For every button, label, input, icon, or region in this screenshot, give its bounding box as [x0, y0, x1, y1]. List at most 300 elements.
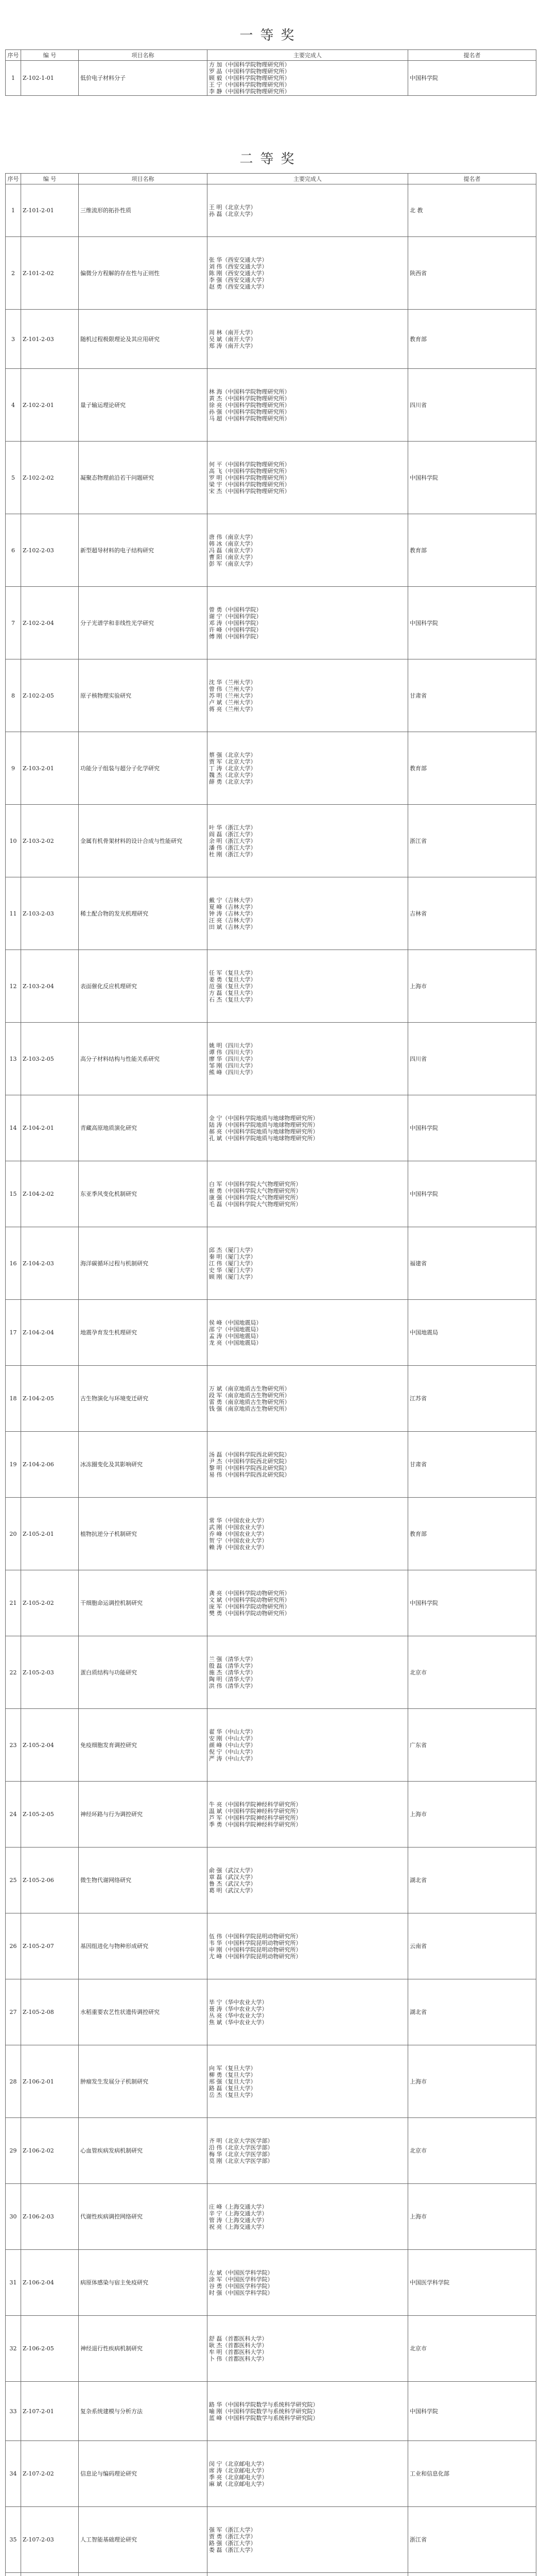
cell-number: Z-107-2-03 [21, 2507, 79, 2573]
cell-members [207, 514, 408, 587]
cell-number: Z-103-2-01 [21, 732, 79, 805]
member-entry: 申 刚（中国科学院昆明动物研究所） [209, 1946, 302, 1953]
cell-nominator: 中国科学院 [408, 587, 536, 659]
table-row [6, 1095, 536, 1161]
member-entry: 伍 伟（中国科学院昆明动物研究所） [209, 1933, 302, 1940]
cell-nominator: 北京市 [408, 1636, 536, 1709]
cell-index: 34 [6, 2441, 21, 2507]
cell-members [207, 2441, 408, 2507]
member-entry: 韩 冰（南京大学） [209, 540, 256, 547]
table-row [6, 1709, 536, 1782]
cell-index: 17 [6, 1300, 21, 1366]
member-entry: 祝 亮（上海交通大学） [209, 2223, 268, 2230]
table-row [6, 237, 536, 310]
cell-number: Z-105-2-04 [21, 1709, 79, 1782]
member-entry: 路 华（中国科学院数学与系统科学研究院） [209, 2401, 319, 2408]
cell-project-name: 信息论与编码理论研究 [79, 2441, 207, 2507]
member-entry: 林 海（中国科学院物理研究所） [209, 388, 290, 395]
cell-members [207, 1432, 408, 1498]
table-row [6, 1782, 536, 1848]
table-row [6, 61, 536, 96]
cell-members [207, 1570, 408, 1636]
cell-project-name: 高分子材料结构与性能关系研究 [79, 1023, 207, 1095]
cell-index: 15 [6, 1161, 21, 1227]
cell-index: 1 [6, 184, 21, 237]
cell-project-name: 植物抗逆分子机制研究 [79, 1498, 207, 1570]
cell-number: Z-102-2-02 [21, 442, 79, 514]
cell-project-name: 表面催化反应机理研究 [79, 950, 207, 1023]
member-entry: 卢 斌（兰州大学） [209, 699, 256, 706]
table-row [6, 1913, 536, 1979]
table-row [6, 2184, 536, 2250]
cell-project-name: 量子输运理论研究 [79, 369, 207, 442]
member-entry: 岳 杰（复旦大学） [209, 2091, 256, 2098]
member-entry: 涂 军（中国医学科学院） [209, 2276, 273, 2283]
member-entry: 蔡 强（北京大学） [209, 751, 256, 758]
member-entry: 颜 峰（中山大学） [209, 1741, 256, 1749]
cell-nominator: 中国科学院 [408, 1570, 536, 1636]
cell-nominator: 中国科学院 [408, 1161, 536, 1227]
first-prize-title: 一等奖 [239, 28, 302, 43]
member-entry: 叶 华（浙江大学） [209, 824, 256, 831]
cell-number: Z-105-2-02 [21, 1570, 79, 1636]
cell-index: 25 [6, 1848, 21, 1913]
cell-number: Z-103-2-03 [21, 877, 79, 950]
member-entry: 陶 明（清华大学） [209, 1675, 256, 1683]
member-entry: 曹 阳（南京大学） [209, 553, 256, 561]
first-prize-table [5, 49, 536, 96]
cell-project-name: 病原体感染与宿主免疫研究 [79, 2250, 207, 2316]
cell-nominator: 中国科学院 [408, 2382, 536, 2441]
member-entry: 李 静（中国科学院物理研究所） [209, 88, 290, 95]
cell-members [207, 659, 408, 732]
cell-project-name: 心血管疾病发病机制研究 [79, 2118, 207, 2184]
cell-number: Z-102-2-04 [21, 587, 79, 659]
cell-nominator: 湖北省 [408, 1848, 536, 1913]
cell-number: Z-103-2-02 [21, 805, 79, 877]
cell-index: 3 [6, 310, 21, 369]
cell-members [207, 1913, 408, 1979]
table-row [6, 1636, 536, 1709]
member-entry: 乔 峰（中国农业大学） [209, 1530, 268, 1537]
cell-project-name: 稀土配合物的发光机理研究 [79, 877, 207, 950]
cell-project-name: 代谢性疾病调控网络研究 [79, 2184, 207, 2250]
cell-index: 14 [6, 1095, 21, 1161]
member-entry: 金 宁（中国科学院地质与地球物理研究所） [209, 1114, 319, 1122]
member-entry: 侯 峰（中国地震局） [209, 1319, 262, 1326]
member-entry: 丛 亮（华中农业大学） [209, 2012, 268, 2019]
cell-members [207, 1366, 408, 1432]
cell-project-name: 海洋碳循环过程与机制研究 [79, 1227, 207, 1300]
cell-nominator: 上海市 [408, 1782, 536, 1848]
member-entry: 罗 明（中国科学院物理研究所） [209, 474, 290, 481]
member-entry: 邱 杰（厦门大学） [209, 1246, 256, 1253]
member-entry: 耿 杰（首都医科大学） [209, 2342, 268, 2349]
member-entry: 毛 磊（中国科学院大气物理研究所） [209, 1200, 302, 1208]
member-entry: 马 超（中国科学院物理研究所） [209, 415, 290, 422]
member-entry: 施 杰（清华大学） [209, 1669, 256, 1676]
cell-members [207, 1709, 408, 1782]
cell-index: 6 [6, 514, 21, 587]
member-entry: 严 涛（中山大学） [209, 1755, 256, 1762]
cell-index: 32 [6, 2316, 21, 2382]
cell-project-name: 微生物代谢网络研究 [79, 1848, 207, 1913]
cell-project-name: 新型超导材料的电子结构研究 [79, 514, 207, 587]
member-entry: 钱 强（南京地质古生物研究所） [209, 1405, 290, 1412]
member-entry: 方 加（中国科学院物理研究所） [209, 61, 290, 68]
cell-number: Z-103-2-05 [21, 1023, 79, 1095]
member-entry: 冯 磊（南京大学） [209, 547, 256, 554]
cell-index: 1 [6, 61, 21, 96]
member-entry: 谭 伟（四川大学） [209, 1048, 256, 1056]
cell-nominator: 浙江省 [408, 2507, 536, 2573]
member-entry: 黎 明（中国科学院西北研究院） [209, 1464, 290, 1471]
member-entry: 常 华（中国农业大学） [209, 1517, 268, 1524]
cell-index: 16 [6, 1227, 21, 1300]
table-row [6, 877, 536, 950]
member-entry: 芦 军（中国科学院神经科学研究所） [209, 1814, 302, 1821]
cell-index: 9 [6, 732, 21, 805]
cell-number: Z-106-2-01 [21, 2045, 79, 2118]
member-entry: 赖 涛（中国农业大学） [209, 1544, 268, 1551]
cell-members [207, 1636, 408, 1709]
cell-number: Z-104-2-01 [21, 1095, 79, 1161]
member-entry: 闵 宁（北京邮电大学） [209, 2460, 268, 2467]
cell-index: 13 [6, 1023, 21, 1095]
member-entry: 柳 勇（复旦大学） [209, 2071, 256, 2078]
table-row [6, 1023, 536, 1095]
member-entry: 丁 涛（北京大学） [209, 765, 256, 772]
cell-members [207, 1782, 408, 1848]
cell-project-name: 蛋白质结构与功能研究 [79, 1636, 207, 1709]
cell-number: Z-107-2-02 [21, 2441, 79, 2507]
cell-number: Z-104-2-05 [21, 1366, 79, 1432]
member-entry: 龙 亮（中国地震局） [209, 1339, 262, 1346]
cell-nominator: 吉林省 [408, 877, 536, 950]
member-entry: 戴 宁（吉林大学） [209, 896, 256, 904]
cell-members [207, 1095, 408, 1161]
member-entry: 管 涛（上海交通大学） [209, 2216, 268, 2224]
table-row [6, 2507, 536, 2573]
header-name: 项目名称 [79, 50, 207, 61]
member-entry: 辛 宁（上海交通大学） [209, 2210, 268, 2217]
cell-number: Z-103-2-04 [21, 950, 79, 1023]
header-nominator: 提名者 [408, 174, 536, 184]
member-entry: 周 林（南开大学） [209, 329, 256, 336]
member-entry: 夏 峰（吉林大学） [209, 903, 256, 910]
cell-members [207, 2250, 408, 2316]
cell-nominator: 福建省 [408, 1227, 536, 1300]
cell-members [207, 1161, 408, 1227]
member-entry: 洪 伟（清华大学） [209, 1682, 256, 1689]
cell-number [21, 2573, 79, 2576]
header-idx: 序号 [6, 50, 21, 61]
member-entry: 阎 磊（浙江大学） [209, 831, 256, 838]
member-entry: 何 平（中国科学院物理研究所） [209, 461, 290, 468]
cell-nominator: 四川省 [408, 369, 536, 442]
member-entry: 万 斌（南京地质古生物研究所） [209, 1385, 290, 1392]
cell-members [207, 2507, 408, 2573]
member-entry: 雷 勇（南京地质古生物研究所） [209, 1398, 290, 1405]
cell-index: 30 [6, 2184, 21, 2250]
member-entry: 汪 亮（吉林大学） [209, 917, 256, 924]
cell-nominator: 教育部 [408, 310, 536, 369]
member-entry: 罗 晶（中国科学院物理研究所） [209, 68, 290, 75]
cell-number: Z-101-2-03 [21, 310, 79, 369]
member-entry: 强 军（浙江大学） [209, 2526, 256, 2533]
cell-number: Z-105-2-06 [21, 1848, 79, 1913]
cell-index: 12 [6, 950, 21, 1023]
member-entry: 殷 磊（清华大学） [209, 1662, 256, 1669]
cell-members [207, 1848, 408, 1913]
cell-number: Z-105-2-07 [21, 1913, 79, 1979]
header-name: 项目名称 [79, 174, 207, 184]
member-entry: 沈 华（兰州大学） [209, 679, 256, 686]
member-entry: 安 刚（中山大学） [209, 1735, 256, 1742]
cell-nominator: 湖北省 [408, 1979, 536, 2045]
table-row [6, 1848, 536, 1913]
member-entry: 孙 强（中国科学院物理研究所） [209, 408, 290, 415]
cell-members [207, 237, 408, 310]
cell-nominator: 上海市 [408, 2045, 536, 2118]
member-entry: 樊 勇（中国科学院动物研究所） [209, 1609, 290, 1617]
cell-number: Z-105-2-01 [21, 1498, 79, 1570]
cell-index: 19 [6, 1432, 21, 1498]
table-row [6, 1227, 536, 1300]
member-entry: 江 伟（厦门大学） [209, 1260, 256, 1267]
cell-index: 23 [6, 1709, 21, 1782]
member-entry: 章 磊（武汉大学） [209, 1873, 256, 1880]
table-row [6, 310, 536, 369]
cell-nominator: 教育部 [408, 514, 536, 587]
member-entry: 韦 华（中国科学院昆明动物研究所） [209, 1939, 302, 1946]
table-row [6, 805, 536, 877]
member-entry: 宋 杰（中国科学院物理研究所） [209, 487, 290, 495]
cell-members [207, 2118, 408, 2184]
member-entry: 方 磊（复旦大学） [209, 989, 256, 996]
member-entry: 石 杰（复旦大学） [209, 996, 256, 1003]
second-prize-table [5, 173, 536, 2576]
member-entry: 彭 军（南京大学） [209, 560, 256, 567]
cell-project-name: 分子光谱学和非线性光学研究 [79, 587, 207, 659]
cell-project-name: 随机过程极限理论及其应用研究 [79, 310, 207, 369]
member-entry: 牟 明（首都医科大学） [209, 2348, 268, 2355]
cell-nominator: 云南省 [408, 1913, 536, 1979]
cell-nominator: 中国医学科学院 [408, 2250, 536, 2316]
table-row [6, 2382, 536, 2441]
cell-project-name: 免疫细胞发育调控研究 [79, 1709, 207, 1782]
member-entry: 沿 伟（北京大学医学部） [209, 2144, 273, 2151]
cell-nominator: 教育部 [408, 732, 536, 805]
cell-project-name: 偏微分方程解的存在性与正则性 [79, 237, 207, 310]
table-row [6, 2316, 536, 2382]
member-entry: 王 明（北京大学） [209, 204, 256, 211]
cell-number: Z-105-2-05 [21, 1782, 79, 1848]
member-entry: 邢 强（复旦大学） [209, 2078, 256, 2085]
cell-project-name: 古生物演化与环境变迁研究 [79, 1366, 207, 1432]
member-entry: 徐 亮（中国科学院物理研究所） [209, 401, 290, 409]
table-row [6, 659, 536, 732]
cell-project-name: 地震孕育发生机理研究 [79, 1300, 207, 1366]
member-entry: 莫 刚（北京大学医学部） [209, 2157, 273, 2164]
cell-index: 24 [6, 1782, 21, 1848]
second-prize-body [6, 184, 536, 2576]
cell-project-name: 神经环路与行为调控研究 [79, 1782, 207, 1848]
cell-members [207, 442, 408, 514]
cell-index: 31 [6, 2250, 21, 2316]
cell-number: Z-106-2-05 [21, 2316, 79, 2382]
cell-members [207, 2045, 408, 2118]
cell-index: 11 [6, 877, 21, 950]
cell-members [207, 1498, 408, 1570]
cell-number: Z-102-1-01 [21, 61, 79, 96]
member-entry: 曾 伟（兰州大学） [209, 685, 256, 692]
cell-members [207, 950, 408, 1023]
member-entry: 庞 军（中国科学院动物研究所） [209, 1603, 290, 1610]
member-entry: 鲁 杰（武汉大学） [209, 1880, 256, 1887]
cell-members [207, 369, 408, 442]
cell-number: Z-102-2-03 [21, 514, 79, 587]
cell-nominator [408, 2573, 536, 2576]
member-entry: 时 强（中国医学科学院） [209, 2289, 273, 2296]
cell-number: Z-105-2-03 [21, 1636, 79, 1709]
cell-members [207, 61, 408, 96]
member-entry: 余 明（浙江大学） [209, 837, 256, 844]
cell-number: Z-104-2-06 [21, 1432, 79, 1498]
cell-index: 20 [6, 1498, 21, 1570]
table-row [6, 1570, 536, 1636]
member-entry: 苏 明（兰州大学） [209, 692, 256, 699]
cell-members [207, 587, 408, 659]
member-entry: 焦 斌（华中农业大学） [209, 2019, 268, 2026]
member-entry: 温 斌（中国科学院神经科学研究所） [209, 1807, 302, 1815]
member-entry: 贺 宁（中国农业大学） [209, 1537, 268, 1544]
cell-project-name: 肿瘤发生发展分子机制研究 [79, 2045, 207, 2118]
cell-project-name: 原子核物理实验研究 [79, 659, 207, 732]
cell-project-name: 东亚季风变化机制研究 [79, 1161, 207, 1227]
member-entry: 崔 勇（中国科学院大气物理研究所） [209, 1187, 302, 1194]
cell-index: 22 [6, 1636, 21, 1709]
header-nominator: 提名者 [408, 50, 536, 61]
cell-nominator: 陕西省 [408, 237, 536, 310]
cell-nominator: 教育部 [408, 1498, 536, 1570]
member-entry: 薛 勇（北京大学） [209, 778, 256, 785]
member-entry: 俞 强（武汉大学） [209, 1867, 256, 1874]
cell-index: 7 [6, 587, 21, 659]
member-entry: 向 军（复旦大学） [209, 2064, 256, 2072]
cell-index: 28 [6, 2045, 21, 2118]
table-row [6, 442, 536, 514]
member-entry: 尹 杰（中国科学院西北研究院） [209, 1458, 290, 1465]
member-entry: 郝 亮（中国科学院地质与地球物理研究所） [209, 1128, 319, 1135]
member-entry: 蒋 亮（兰州大学） [209, 705, 256, 713]
cell-nominator: 广东省 [408, 1709, 536, 1782]
member-entry: 史 华（厦门大学） [209, 1266, 256, 1274]
member-entry: 喻 刚（中国科学院数学与系统科学研究院） [209, 2408, 319, 2415]
cell-nominator: 中国地震局 [408, 1300, 536, 1366]
member-entry: 任 军（复旦大学） [209, 969, 256, 976]
cell-index: 26 [6, 1913, 21, 1979]
table-row [6, 1979, 536, 2045]
member-entry: 梅 华（北京大学医学部） [209, 2150, 273, 2158]
member-entry: 齐 明（北京大学医学部） [209, 2137, 273, 2144]
member-entry: 聂 涛（华中农业大学） [209, 2005, 268, 2012]
member-entry: 邵 宁（中国地震局） [209, 1326, 262, 1333]
cell-nominator: 上海市 [408, 950, 536, 1023]
member-entry: 毕 宁（华中农业大学） [209, 1998, 268, 2006]
cell-number: Z-107-2-01 [21, 2382, 79, 2441]
member-entry: 顾 毅（中国科学院物理研究所） [209, 75, 290, 81]
cell-number: Z-106-2-03 [21, 2184, 79, 2250]
cell-nominator: 江苏省 [408, 1366, 536, 1432]
member-entry: 贾 军（北京大学） [209, 758, 256, 765]
member-entry: 陈 刚（西安交通大学） [209, 269, 268, 277]
cell-index: 5 [6, 442, 21, 514]
table-row [6, 1498, 536, 1570]
member-entry: 孙 磊（北京大学） [209, 210, 256, 217]
member-entry: 左 斌（中国医学科学院） [209, 2269, 273, 2276]
cell-project-name: 人工智能基础理论研究 [79, 2507, 207, 2573]
member-entry: 葛 明（武汉大学） [209, 1887, 256, 1894]
cell-project-name: 凝聚态物理前沿若干问题研究 [79, 442, 207, 514]
header-members: 主要完成人 [207, 50, 408, 61]
member-entry: 路 强（浙江大学） [209, 2539, 256, 2547]
member-entry: 康 强（中国科学院大气物理研究所） [209, 1194, 302, 1201]
cell-project-name [79, 2573, 207, 2576]
cell-members [207, 805, 408, 877]
cell-members [207, 1023, 408, 1095]
header-members: 主要完成人 [207, 174, 408, 184]
member-entry: 孟 涛（中国地震局） [209, 1332, 262, 1340]
cell-project-name: 冰冻圈变化及其影响研究 [79, 1432, 207, 1498]
cell-nominator: 中国科学院 [408, 442, 536, 514]
table-row [6, 2573, 536, 2576]
cell-index: 2 [6, 237, 21, 310]
table-row [6, 514, 536, 587]
cell-members [207, 2573, 408, 2576]
member-entry: 许 峰（中国科学院） [209, 626, 262, 633]
cell-nominator: 中国科学院 [408, 61, 536, 96]
cell-members [207, 2382, 408, 2441]
cell-project-name: 功能分子组装与超分子化学研究 [79, 732, 207, 805]
member-entry: 倪 宁（中山大学） [209, 1748, 256, 1755]
cell-number: Z-101-2-02 [21, 237, 79, 310]
cell-index [6, 2573, 21, 2576]
member-entry: 邓 涛（中国科学院） [209, 619, 262, 626]
header-idx: 序号 [6, 174, 21, 184]
cell-number: Z-102-2-01 [21, 369, 79, 442]
cell-number: Z-106-2-04 [21, 2250, 79, 2316]
cell-project-name: 青藏高原地质演化研究 [79, 1095, 207, 1161]
cell-project-name: 低价电子材料分子 [79, 61, 207, 96]
cell-nominator: 上海市 [408, 2184, 536, 2250]
member-entry: 翟 华（中山大学） [209, 1728, 256, 1735]
member-entry: 邹 刚（四川大学） [209, 1062, 256, 1069]
member-entry: 范 强（复旦大学） [209, 982, 256, 990]
cell-project-name: 复杂系统建模与分析方法 [79, 2382, 207, 2441]
member-entry: 魏 杰（北京大学） [209, 771, 256, 778]
second-prize-title: 二等奖 [239, 151, 302, 167]
member-entry: 刘 伟（西安交通大学） [209, 263, 268, 270]
cell-nominator: 甘肃省 [408, 659, 536, 732]
member-entry: 卜 伟（首都医科大学） [209, 2355, 268, 2362]
cell-members [207, 1227, 408, 1300]
member-entry: 贾 勇（浙江大学） [209, 2533, 256, 2540]
cell-members [207, 310, 408, 369]
cell-index: 21 [6, 1570, 21, 1636]
cell-number: Z-101-2-01 [21, 184, 79, 237]
member-entry: 蓝 峰（中国科学院数学与系统科学研究院） [209, 2414, 319, 2421]
